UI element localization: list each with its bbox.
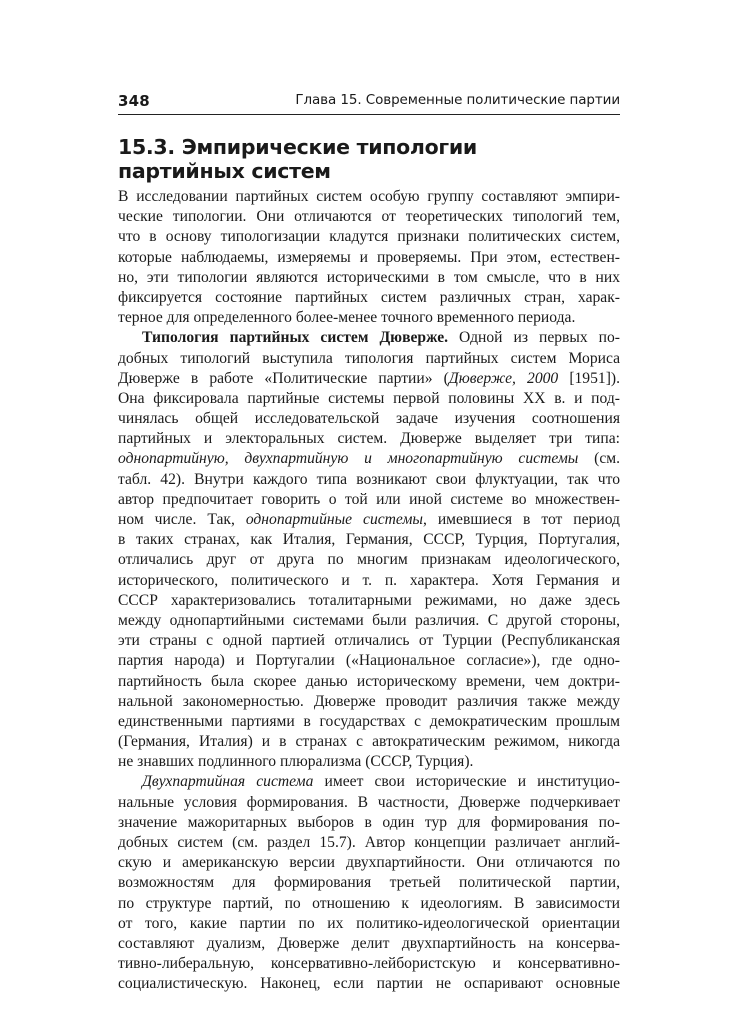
section-heading	[118, 135, 618, 183]
running-head	[118, 88, 620, 115]
text-line	[118, 207, 620, 227]
text-segment: табл. 42). Внутри каждого типа возникают свои флуктуации, так что	[118, 470, 620, 488]
text-line	[118, 591, 620, 611]
italic-text: Дюверже, 2000	[448, 369, 559, 387]
italic-text: Двухпартийная система	[142, 773, 314, 791]
text-line	[118, 894, 620, 914]
text-line	[118, 550, 620, 570]
text-line	[118, 490, 620, 510]
text-segment: чинялась общей исследовательской задаче изучения соотношения	[118, 410, 620, 428]
text-segment: что в основу типологизации кладутся признаки политических систем,	[118, 228, 620, 246]
text-segment: эти страны с одной партией отличались от Турции (Республиканская	[118, 632, 620, 650]
italic-text: однопартийные системы	[245, 511, 423, 528]
text-segment: между однопартийными системами были различия. С другой стороны,	[118, 611, 620, 629]
text-segment: Одной из первых по-	[448, 329, 620, 347]
text-segment: добных систем (см. раздел 15.7). Автор концепции различает англий-	[118, 834, 620, 851]
text-segment: значение мажоритарных выборов в один тур для формирования по-	[118, 813, 620, 831]
text-line	[118, 429, 620, 449]
text-segment: социалистическую. Наконец, если партии не оспаривают основные	[118, 975, 620, 993]
text-line	[118, 349, 620, 369]
text-segment: добных типологий выступила типология партийных систем Мориса	[118, 349, 620, 367]
chapter-title: Глава 15. Современные политические партии	[295, 92, 620, 108]
bold-text: Типология партийных систем Дюверже.	[142, 329, 449, 347]
text-line	[118, 651, 620, 671]
text-segment: скую и американскую версии двухпартийности. Они отличаются по	[118, 854, 620, 872]
text-line	[118, 631, 620, 651]
body-text	[118, 187, 620, 995]
text-line	[118, 571, 620, 591]
text-segment: составляют дуализм, Дюверже делит двухпартийность на консерва-	[118, 934, 620, 952]
text-line	[118, 530, 620, 550]
text-segment: но, эти типологии являются историческими в том смысле, что в них	[118, 268, 620, 286]
text-segment: СССР характеризовались тоталитарными режимами, но даже здесь	[118, 591, 620, 609]
text-segment: нальные условия формирования. В частности, Дюверже подчеркивает	[118, 793, 620, 811]
text-line	[118, 470, 620, 490]
text-segment: , имевшиеся в тот период	[422, 511, 620, 528]
text-segment: партийных и электоральных систем. Дюверже выделяет три типа:	[118, 430, 620, 448]
text-line	[118, 692, 620, 712]
page-number: 348	[118, 92, 150, 110]
text-line	[118, 389, 620, 409]
text-line	[118, 934, 620, 954]
text-segment: терное для определенного более-менее точного временного периода.	[118, 309, 576, 327]
text-line	[118, 227, 620, 247]
text-line	[118, 328, 620, 348]
section-heading-line: партийных систем	[118, 159, 331, 183]
text-segment: ческие типологии. Они отличаются от теоретических типологий тем,	[118, 208, 620, 226]
text-segment: не знавших подлинного плюрализма (СССР, Турция).	[118, 753, 474, 771]
text-line	[118, 974, 620, 994]
text-segment: (Германия, Италия) и в странах с автократическим режимом, никогда	[118, 733, 620, 751]
text-segment: исторического, политического и т. п. характера. Хотя Германия и	[118, 571, 620, 589]
text-segment: партия народа) и Португалии («Национальное согласие»), где одно-	[118, 652, 620, 670]
text-line	[118, 409, 620, 429]
text-segment: ном числе. Так,	[118, 511, 246, 528]
text-segment: Дюверже в работе «Политические партии» (	[118, 369, 449, 387]
text-line	[118, 772, 620, 792]
text-line	[118, 712, 620, 732]
text-line	[118, 752, 620, 772]
text-segment: которые наблюдаемы, измеряемы и проверяемы. При этом, естествен-	[118, 248, 620, 266]
text-segment: (см.	[578, 450, 621, 468]
text-line	[118, 793, 620, 813]
text-line	[118, 611, 620, 631]
text-segment: имеет свои исторические и институцио-	[313, 773, 620, 791]
text-line	[118, 288, 620, 308]
text-line	[118, 954, 620, 974]
text-segment: В исследовании партийных систем особую группу составляют эмпири-	[118, 188, 620, 205]
text-line	[118, 268, 620, 288]
text-segment: автор предпочитает говорить о той или иной системе во множествен-	[118, 490, 620, 508]
text-segment: Она фиксировала партийные системы первой половины XX в. и под-	[118, 389, 620, 407]
text-line	[118, 449, 620, 469]
text-line	[118, 732, 620, 752]
text-segment: в таких странах, как Италия, Германия, СССР, Турция, Португалия,	[118, 531, 620, 549]
text-segment: нальной закономерностью. Дюверже проводит различия также между	[118, 692, 620, 710]
text-line	[118, 672, 620, 692]
text-segment: отличались друг от друга по многим признакам идеологического,	[118, 551, 620, 569]
text-segment: по структуре партий, по отношению к идеологиям. В зависимости	[118, 894, 620, 912]
text-segment: фиксируется состояние партийных систем различных стран, харак-	[118, 288, 620, 306]
text-line	[118, 510, 620, 530]
text-line	[118, 813, 620, 833]
text-segment: единственными партиями в государствах с демократическим прошлым	[118, 712, 620, 730]
text-line	[118, 853, 620, 873]
text-segment: от того, какие партии по их политико-идеологической ориентации	[118, 914, 620, 932]
text-segment: [1951]).	[558, 369, 620, 387]
italic-text: однопартийную, двухпартийную и многопартийную системы	[118, 450, 579, 468]
text-line	[118, 308, 620, 328]
text-line	[118, 833, 620, 853]
text-segment: партийность была скорее данью историческому времени, чем доктри-	[118, 672, 620, 690]
section-heading-line: 15.3. Эмпирические типологии	[118, 135, 477, 159]
text-line	[118, 369, 620, 389]
text-line	[118, 187, 620, 207]
text-line	[118, 248, 620, 268]
text-segment: возможностям для формирования третьей политической партии,	[118, 874, 620, 892]
text-segment: тивно-либеральную, консервативно-лейбористскую и консервативно-	[118, 955, 620, 973]
text-line	[118, 914, 620, 934]
text-line	[118, 873, 620, 893]
